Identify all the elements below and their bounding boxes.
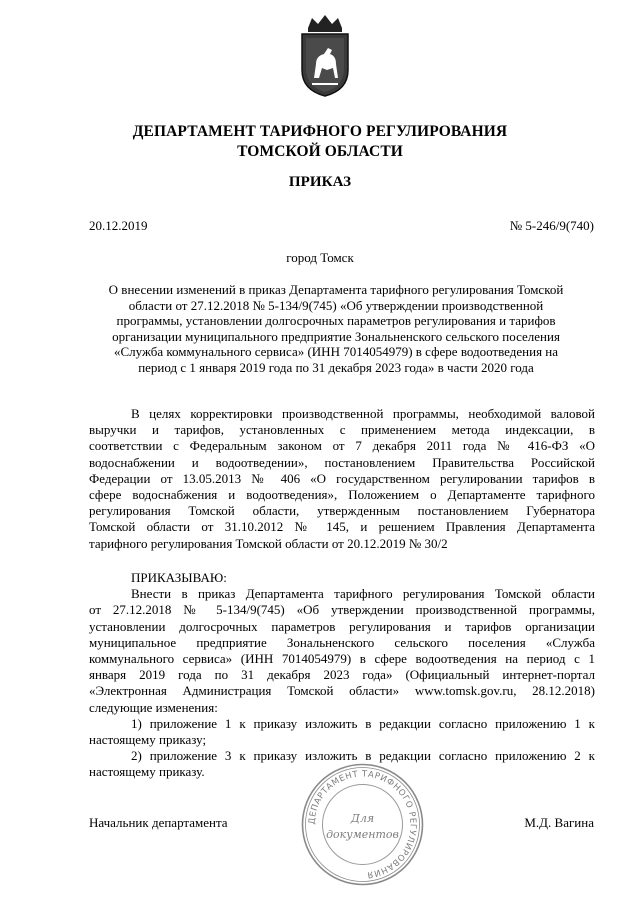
order-date: 20.12.2019 bbox=[89, 218, 148, 233]
order-line: Внести в приказ Департамента тарифного регулирования Томской области bbox=[131, 586, 595, 602]
order-section bbox=[89, 570, 595, 781]
signatory-position: Начальник департамента bbox=[89, 815, 228, 830]
signatory-name: М.Д. Вагина bbox=[524, 815, 594, 830]
stamp-center-line-1: Для bbox=[350, 812, 375, 825]
date-number-row bbox=[89, 218, 594, 234]
order-line: коммунального сервиса» (ИНН 7014054979) в сфере водоотведения на период с 1 bbox=[89, 651, 595, 667]
order-subject bbox=[96, 282, 576, 376]
order-line: от 27.12.2018 № 5-134/9(745) «Об утверждении производственной программы, bbox=[89, 602, 595, 618]
subject-line: О внесении изменений в приказ Департамента тарифного регулирования Томской bbox=[108, 282, 564, 297]
order-line: установлении долгосрочных параметров регулирования и тарифов организации bbox=[89, 618, 595, 634]
preamble-line: Федерации от 13.05.2013 № 406 «О государственном регулировании тарифов в bbox=[89, 470, 595, 486]
preamble-line: тарифного регулирования Томской области от 20.12.2019 № 30/2 bbox=[89, 535, 448, 551]
preamble-line: соответствии с Федеральным законом от 7 декабря 2011 года № 416-ФЗ «О bbox=[89, 438, 595, 454]
preamble-line: Томской области от 31.10.2012 № 145, и решением Правления Департамента bbox=[89, 519, 595, 535]
document-type-title: ПРИКАЗ bbox=[288, 174, 352, 190]
preamble-line: водоснабжении и водоотведении», постановлением Правительства Российской bbox=[89, 454, 595, 470]
department-line-2: ТОМСКОЙ ОБЛАСТИ bbox=[237, 143, 403, 160]
preamble-line: сфере водоснабжения и водоотведения», Положением о Департаменте тарифного bbox=[89, 487, 595, 503]
order-number: № 5-246/9(740) bbox=[509, 218, 594, 233]
subject-line: «Служба коммунального сервиса» (ИНН 7014054979) в сфере водоотведения на bbox=[113, 344, 559, 360]
stamp-center-line-2: документов bbox=[326, 828, 399, 841]
order-item-2-line: настоящему приказу. bbox=[89, 764, 205, 780]
order-line: муниципальное предприятие Зональненского сельского поселения «Служба bbox=[89, 634, 595, 650]
stamp-ring-text: ДЕПАРТАМЕНТ ТАРИФНОГО РЕГУЛИРОВАНИЯ bbox=[307, 769, 418, 880]
subject-line: области от 27.12.2018 № 5-134/9(745) «Об утверждении производственной bbox=[128, 297, 544, 313]
signature-row bbox=[89, 815, 594, 831]
preamble-line: регулирования Томской области, утвержденным постановлением Губернатора bbox=[89, 503, 595, 519]
subject-line: программы, установлении долгосрочных параметров регулирования и тарифов bbox=[116, 313, 556, 329]
order-line: января 2019 года по 31 декабря 2023 года» (Официальный интернет-портал bbox=[89, 667, 595, 683]
preamble-line: выручки и тарифов, установленных с применением метода индексации, в bbox=[89, 422, 595, 438]
order-line: «Электронная Администрация Томской области» www.tomsk.gov.ru, 28.12.2018) bbox=[89, 683, 595, 699]
subject-line: период с 1 января 2019 года по 31 декабря 2023 года» в части 2020 года bbox=[138, 359, 534, 375]
preamble-line: В целях корректировки производственной программы, необходимой валовой bbox=[131, 406, 595, 421]
order-item-2-line: 2) приложение 3 к приказу изложить в редакции согласно приложению 2 к bbox=[131, 748, 595, 764]
order-command-word: ПРИКАЗЫВАЮ: bbox=[131, 570, 227, 585]
preamble-paragraph bbox=[89, 406, 595, 552]
order-item-1-line: 1) приложение 1 к приказу изложить в редакции согласно приложению 1 к bbox=[131, 715, 595, 731]
city-label: город Томск bbox=[286, 250, 354, 265]
order-line: следующие изменения: bbox=[89, 699, 218, 715]
tomsk-coat-of-arms-icon bbox=[294, 12, 356, 98]
order-item-1-line: настоящему приказу; bbox=[89, 732, 207, 748]
subject-line: организации муниципального предприятие Зональненского сельского поселения bbox=[112, 328, 560, 344]
department-line-1: ДЕПАРТАМЕНТ ТАРИФНОГО РЕГУЛИРОВАНИЯ bbox=[132, 123, 508, 140]
department-heading bbox=[60, 122, 580, 162]
